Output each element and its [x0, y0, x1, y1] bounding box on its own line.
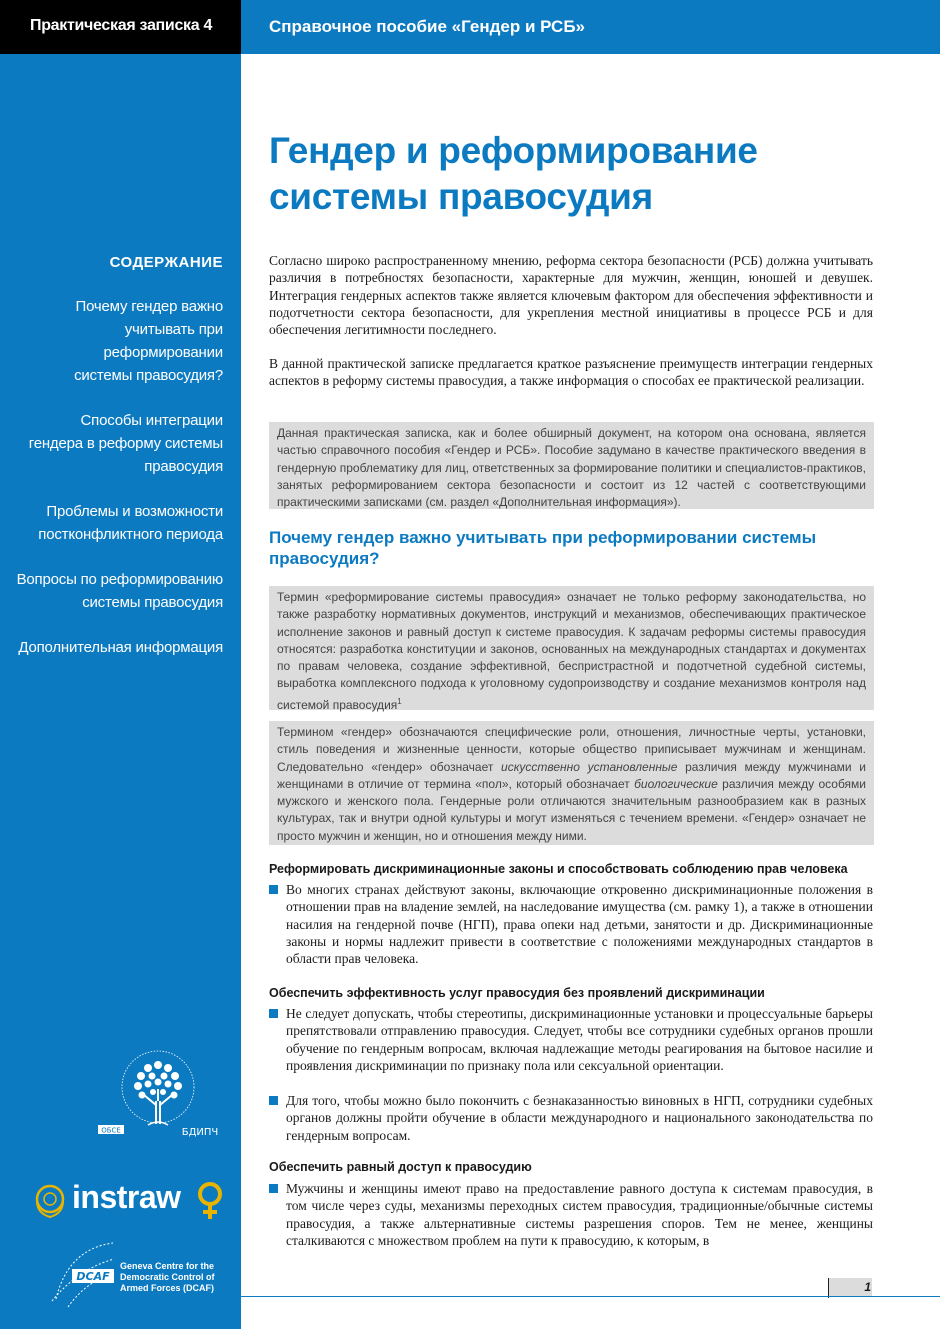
footer-divider	[241, 1296, 940, 1297]
bdipch-label: БДИПЧ	[181, 1127, 219, 1138]
dcaf-globe-icon	[48, 1239, 118, 1319]
bullet-text: Не следует допускать, чтобы стереотипы, дискриминационные установки и процессуальные барьеры препятствовали отправлению правосудия. Следует, чтобы все сотрудники судебных органов прошли обучение по гендерным вопросам, включая надлежащие методы реагирования на бытовое насилие и проявления дискриминации по признаку пола или сексуальной ориентации.	[286, 1006, 873, 1073]
subheading-equal-access: Обеспечить равный доступ к правосудию	[269, 1160, 532, 1174]
definition-justice-reform-text: Термин «реформирование системы правосудия» означает не только реформу законодательства, но также разработку нормативных документов, инструкций и механизмов, обеспечивающих практическое исполнение законов и равный доступ к системе правосудия. К задачам реформы системы правосудия относятся: разработка конституции и законов, основанных на международных стандартах и документах по правам человека, создание эффективной, беспристрастной и подотчетной судебной системы, выработка комплексного подхода к уголовному судопроизводству и создание механизмов контроля над системой правосудия	[277, 590, 866, 712]
female-symbol-icon	[194, 1181, 226, 1221]
toc-item-postconflict[interactable]: Проблемы и возможности постконфликтного периода	[38, 503, 223, 543]
bullet-text: Во многих странах действуют законы, включающие откровенно дискриминационные положения в отношении прав на владение землей, на наследование имущества (см. рамку 1), а также в отношении насилия на гендерной почве (НГП), права опеки над детьми, занятости и др. Дискриминационные законы и нормы надлежит привести в соответствие с положениями международных стандартов в области прав человека.	[286, 882, 873, 967]
dcaf-logo	[48, 1239, 233, 1319]
footnote-marker: 1	[397, 696, 402, 706]
definition-gender-text-a: Термином «гендер» обозначаются специфические роли, отношения, личностные черты, установки, стиль поведения и жизненные ценности, которые общество приписывает мужчинам и женщинам. Следовательно «гендер» обозначает	[277, 725, 866, 774]
toc-title: СОДЕРЖАНИЕ	[109, 254, 223, 271]
bullet-square-icon	[269, 1009, 278, 1018]
bullet-square-icon	[269, 1184, 278, 1193]
intro-paragraph-1: Согласно широко распространенному мнению, реформа сектора безопасности (РСБ) должна учитывать различия в потребностях безопасности, характерные для мужчин, женщин, юношей и девушек. Интеграция гендерных аспектов также является ключевым фактором для обеспечения эффективности и подотчетности сектора безопасности, для укрепления местной инициативы в процессе РСБ и для обеспечения легитимности последнего.	[269, 253, 873, 338]
bullet-item	[269, 1092, 873, 1144]
subheading-effective-services: Обеспечить эффективность услуг правосудия без проявлений дискриминации	[269, 986, 765, 1000]
dcaf-name: Geneva Centre for the Democratic Control of Armed Forces (DCAF)	[120, 1261, 215, 1293]
definition-box-gender	[269, 721, 874, 845]
bullet-text: Для того, чтобы можно было покончить с безнаказанностью виновных в НГП, сотрудники судебных органов должны пройти обучение в области международного и национального законодательства по гендерным вопросам.	[286, 1093, 873, 1143]
definition-gender-text-c: различия между особями мужского и женского пола. Гендерные роли отличаются значительным разнообразием как в разных культурах, так и внутри одной культуры и могут изменяться с течением времени. «Гендер» означает не просто мужчин и женщин, но и отношения между ними.	[277, 776, 867, 843]
definition-gender-italic-2: биологические	[634, 776, 718, 791]
bullet-item	[269, 881, 873, 967]
bullet-square-icon	[269, 1096, 278, 1105]
definition-gender-italic-1: искусственно установленные	[501, 759, 678, 774]
header-title-bar	[241, 0, 940, 54]
bullet-item	[269, 1005, 873, 1074]
intro-paragraph-2: В данной практической записке предлагается краткое разъяснение преимуществ интеграции гендерных аспектов в реформу системы правосудия, а также информация о способах ее практической реализации.	[269, 356, 873, 389]
bullet-item	[269, 1180, 873, 1249]
table-of-contents	[8, 254, 223, 681]
sidebar	[0, 54, 241, 1329]
toc-item-questions[interactable]: Вопросы по реформированию системы правосудия	[16, 571, 223, 611]
header-series-bar	[0, 0, 241, 54]
section-heading-why-gender: Почему гендер важно учитывать при реформировании системы правосудия?	[269, 528, 817, 568]
bullet-text: Мужчины и женщины имеют право на предоставление равного доступа к системам правосудия, в том числе через суды, механизмы переходных систем правосудия, традиционные/обычные системы правосудия, а также альтернативные системы разрешения споров. Тем не менее, женщины сталкиваются с множеством проблем на пути к правосудию, к которым, в	[286, 1181, 873, 1248]
osce-odihr-logo	[96, 1049, 226, 1149]
bullet-square-icon	[269, 885, 278, 894]
osce-label: ОБСЕ	[101, 1126, 121, 1135]
subheading-discriminatory-laws: Реформировать дискриминационные законы и способствовать соблюдению прав человека	[269, 862, 848, 876]
header-title-label: Справочное пособие «Гендер и РСБ»	[269, 17, 586, 36]
handbook-note-box: Данная практическая записка, как и более обширный документ, на котором она основана, является частью справочного пособия «Гендер и РСБ». Пособие задумано в качестве практического введения в гендерную проблематику для лиц, ответственных за формирование политики и специалистов-практиков, занятых реформированием сектора безопасности и состоит из 12 частей с соответствующими практическими записками (см. раздел «Дополнительная информация»).	[269, 422, 874, 509]
page-number: 1	[864, 1280, 871, 1294]
toc-item-integration[interactable]: Способы интеграции гендера в реформу системы правосудия	[28, 412, 223, 475]
header-series-label: Практическая записка 4	[30, 17, 213, 34]
instraw-logo	[34, 1179, 229, 1223]
instraw-wordmark: instraw	[72, 1179, 181, 1215]
toc-item-why-gender[interactable]: Почему гендер важно учитывать при реформировании системы правосудия?	[74, 298, 223, 384]
page-title: Гендер и реформирование системы правосудия	[269, 130, 758, 217]
page-number-box	[828, 1278, 873, 1298]
dcaf-abbr: DCAF	[76, 1270, 110, 1283]
definition-box-justice-reform	[269, 586, 874, 710]
toc-item-further-info[interactable]: Дополнительная информация	[18, 639, 223, 656]
un-emblem-icon	[34, 1183, 66, 1219]
definition-gender-text-b: различия между мужчинами и женщинами в отличие от термина «пол», который обозначает	[277, 759, 866, 791]
